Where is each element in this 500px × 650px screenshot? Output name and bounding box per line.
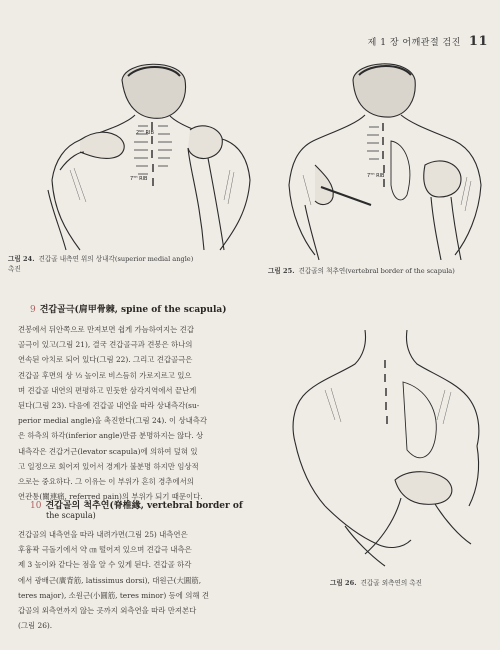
text-line: 갑골의 외측연까지 않는 곳까지 외측연을 따라 만져본다 <box>18 606 197 616</box>
text-line: 견봉에서 뒤안쪽으로 만져보면 쉽게 가늠하여지는 견갑 <box>18 325 194 334</box>
section-9-number: 9 <box>30 305 36 315</box>
figure-25-caption <box>268 266 496 276</box>
rib-label-7th: 7ᵀᴴ RIB <box>130 176 148 182</box>
text-line: 연관통(關連痛, referred pain)의 부위가 되기 때문이다. <box>18 492 203 502</box>
text-line: 내측각은 견갑거근(levator scapula)에 의하여 덮혀 있 <box>18 446 198 456</box>
text-line: 며 견갑골 내연의 편평하고 민듯한 삼각지역에서 끝난게 <box>18 385 197 395</box>
section-9-body <box>18 322 273 504</box>
figure-26 <box>285 330 490 570</box>
rib-label-7th-fig25: 7ᵀᴴ RIB <box>367 173 385 179</box>
figure-24-caption <box>8 254 253 274</box>
text-line: teres major), 소원근(小圓筋, teres minor) 등에 의해 견 <box>18 590 209 600</box>
text-line: 후흉곽 극돌기에서 약 ㎝ 떨어져 있으며 견갑극 내측은 <box>18 545 192 555</box>
figure-24-caption-text: 견갑골 내측연 위의 상내각(superior medial angle) <box>38 255 194 263</box>
section-9-title: 견갑골극(肩甲骨棘, spine of the scapula) <box>39 305 227 315</box>
text-line: 견갑골 후면의 상 ⅓ 높이로 비스듬히 가로지르고 있으 <box>18 370 192 380</box>
section-10-heading-cont <box>46 511 96 521</box>
text-line: 고 일정으로 회어져 있어서 경계가 불분명 하지만 임상적 <box>18 461 199 471</box>
section-10-body <box>18 527 273 633</box>
figure-25-illustration <box>275 55 490 260</box>
text-line: 골극이 있고(그림 21), 결국 견갑골극과 견봉은 하나의 <box>18 340 193 350</box>
figure-26-caption-text: 견갑골 외측연의 촉진 <box>360 579 423 587</box>
chapter-title: 제 1 장 어깨관절 검진 <box>367 38 461 48</box>
figure-26-caption <box>330 578 490 588</box>
text-line: 연속된 아치로 되어 있다(그림 22). 그리고 견갑골극은 <box>18 355 193 365</box>
figure-25-caption-text: 견갑골의 척추연(vertebral border of the scapula) <box>298 267 455 275</box>
figure-25-label: 그림 25. <box>268 267 295 275</box>
text-line: 견갑골의 내측연을 따라 내려가면(그림 25) 내측연은 <box>18 530 188 539</box>
page-number: 11 <box>468 34 488 49</box>
section-10-heading <box>30 498 243 511</box>
section-10-title-cont: the scapula) <box>46 511 96 520</box>
text-line: 된다(그림 23). 다음에 견갑골 내연을 따라 상내측각(su- <box>18 401 200 411</box>
text-line: perior medial angle)을 촉진한다(그림 24). 이 상내측각 <box>18 416 208 426</box>
rib-label-2nd: 2ᴺᴰ RIB <box>136 130 154 136</box>
section-10-title: 견갑골의 척추연(脊椎緣, vertebral border of <box>45 501 243 511</box>
text-line: 제 3 높이와 같다는 점을 알 수 있게 된다. 견갑골 하각 <box>18 560 192 570</box>
figure-24-label: 그림 24. <box>8 255 35 263</box>
figure-24-caption-cont: 촉진 <box>8 265 21 273</box>
text-line: 으로는 중요하다. 그 이유는 이 부위가 흔히 경추에서의 <box>18 477 194 487</box>
figure-26-illustration <box>285 330 490 570</box>
figure-25 <box>275 55 490 260</box>
figure-24 <box>40 60 255 255</box>
text-line: 에서 광배근(廣背筋, latissimus dorsi), 대원근(大圓筋, <box>18 575 202 585</box>
text-line: (그림 26). <box>18 621 53 631</box>
figure-26-label: 그림 26. <box>330 579 357 587</box>
section-9-heading <box>30 302 227 315</box>
section-10-number: 10 <box>30 501 42 511</box>
running-head <box>368 34 488 49</box>
text-line: 은 하측의 하각(inferior angle)만큼 분명하지는 않다. 상 <box>18 431 204 441</box>
figure-24-illustration <box>40 60 255 255</box>
